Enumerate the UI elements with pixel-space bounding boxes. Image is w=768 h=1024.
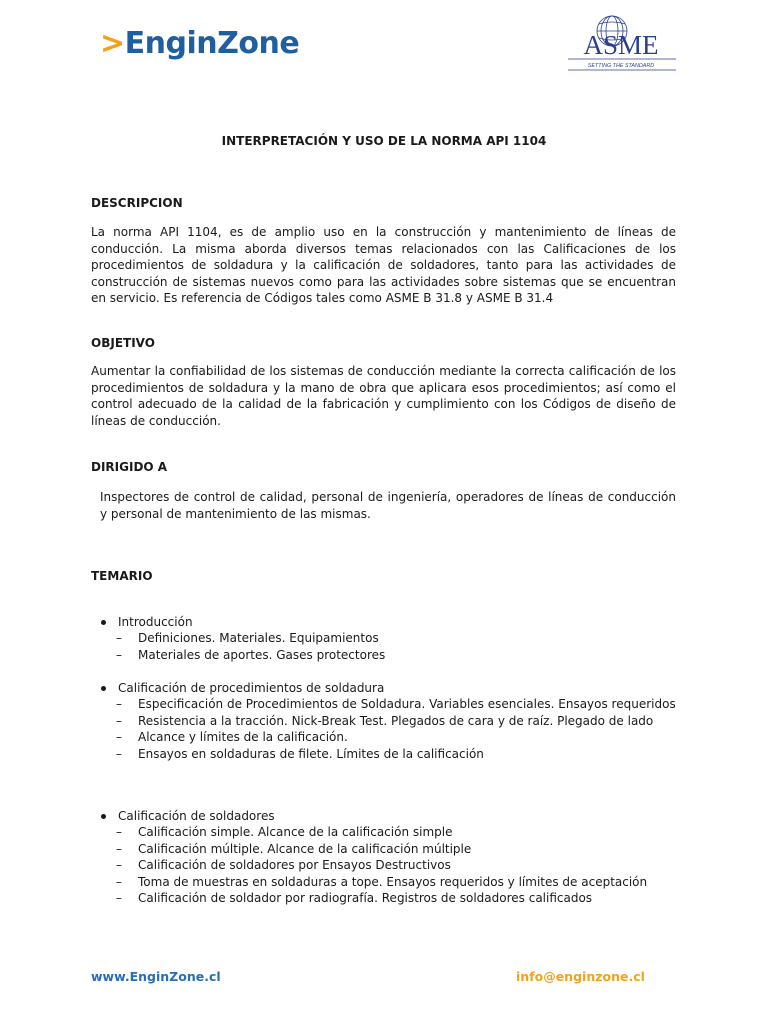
asme-wordmark: ASME [583,30,659,60]
dash-marker: – [116,746,122,761]
list-item [100,696,677,712]
list-item-text: Ensayos en soldaduras de filete. Límites de la calificación [138,746,484,761]
descripcion-text: La norma API 1104, es de amplio uso en la construcción y mantenimiento de líneas de conducción. La misma aborda diversos temas relacionados con las Calificaciones de los procedimientos de soldadura y la calificación de soldadores, tanto para las actividades de construcción de sistemas nuevos como para las actividades sobre sistemas que se encuentran en servicio. Es referencia de Códigos tales como ASME B 31.8 y ASME B 31.4 [91,225,676,306]
dash-marker: – [116,874,122,889]
topic-procedimientos [100,680,677,762]
dash-marker: – [116,697,122,712]
dash-marker: – [116,858,122,873]
dash-marker: – [116,713,122,728]
list-item [100,713,677,729]
dash-marker: – [116,647,122,662]
list-item-text: Materiales de aportes. Gases protectores [138,647,386,662]
list-item-text: Alcance y límites de la calificación. [138,730,348,745]
enginzone-logo [100,24,299,64]
dash-marker: – [116,841,122,856]
list-item [100,647,677,663]
dirigido-heading: DIRIGIDO A [91,460,168,474]
list-item-text: Calificación múltiple. Alcance de la calificación múltiple [138,841,472,856]
list-item [100,729,677,745]
list-item [100,824,677,840]
list-item [100,841,677,857]
asme-logo [560,14,682,74]
logo-prefix: > [100,26,125,61]
list-item-text: Definiciones. Materiales. Equipamientos [138,631,379,646]
topic-title: Introducción [100,614,677,630]
website-link[interactable]: www.EnginZone.cl [91,969,221,984]
objetivo-text: Aumentar la confiabilidad de los sistemas de conducción mediante la correcta calificación de los procedimientos de soldadura y la mano de obra que aplicara esos procedimientos; así como el control adecuado de la calidad de la fabricación y cumplimiento con los Códigos de diseño de líneas de conducción. [91,364,676,428]
list-item [100,874,677,890]
document-title: INTERPRETACIÓN Y USO DE LA NORMA API 1104 [221,134,547,148]
topic-soldadores [100,808,677,906]
list-item [100,857,677,873]
list-item-text: Calificación de soldadores por Ensayos Destructivos [138,858,451,873]
dash-marker: – [116,730,122,745]
list-item [100,630,677,646]
topic-title: Calificación de procedimientos de soldadura [100,680,677,696]
asme-tagline: SETTING THE STANDARD [587,63,655,69]
email-link[interactable]: info@enginzone.cl [516,969,645,984]
dirigido-text: Inspectores de control de calidad, personal de ingeniería, operadores de líneas de conducción y personal de mantenimiento de las mismas. [100,490,676,521]
topic-introduccion [100,614,677,663]
list-item-text: Toma de muestras en soldaduras a tope. Ensayos requeridos y límites de aceptación [138,874,648,889]
logo-name: EnginZone [124,26,300,61]
descripcion-heading: DESCRIPCION [91,196,183,210]
dash-marker: – [116,825,122,840]
dash-marker: – [116,631,122,646]
list-item-text: Especificación de Procedimientos de Soldadura. Variables esenciales. Ensayos requeridos [138,697,676,712]
objetivo-heading: OBJETIVO [91,336,155,350]
list-item [100,746,677,762]
list-item-text: Resistencia a la tracción. Nick-Break Test. Plegados de cara y de raíz. Plegado de lado [138,713,654,728]
list-item-text: Calificación de soldador por radiografía. Registros de soldadores calificados [138,891,593,906]
list-item [100,890,677,906]
dash-marker: – [116,891,122,906]
list-item-text: Calificación simple. Alcance de la calificación simple [138,825,453,840]
temario-heading: TEMARIO [91,569,153,583]
topic-title: Calificación de soldadores [100,808,677,824]
